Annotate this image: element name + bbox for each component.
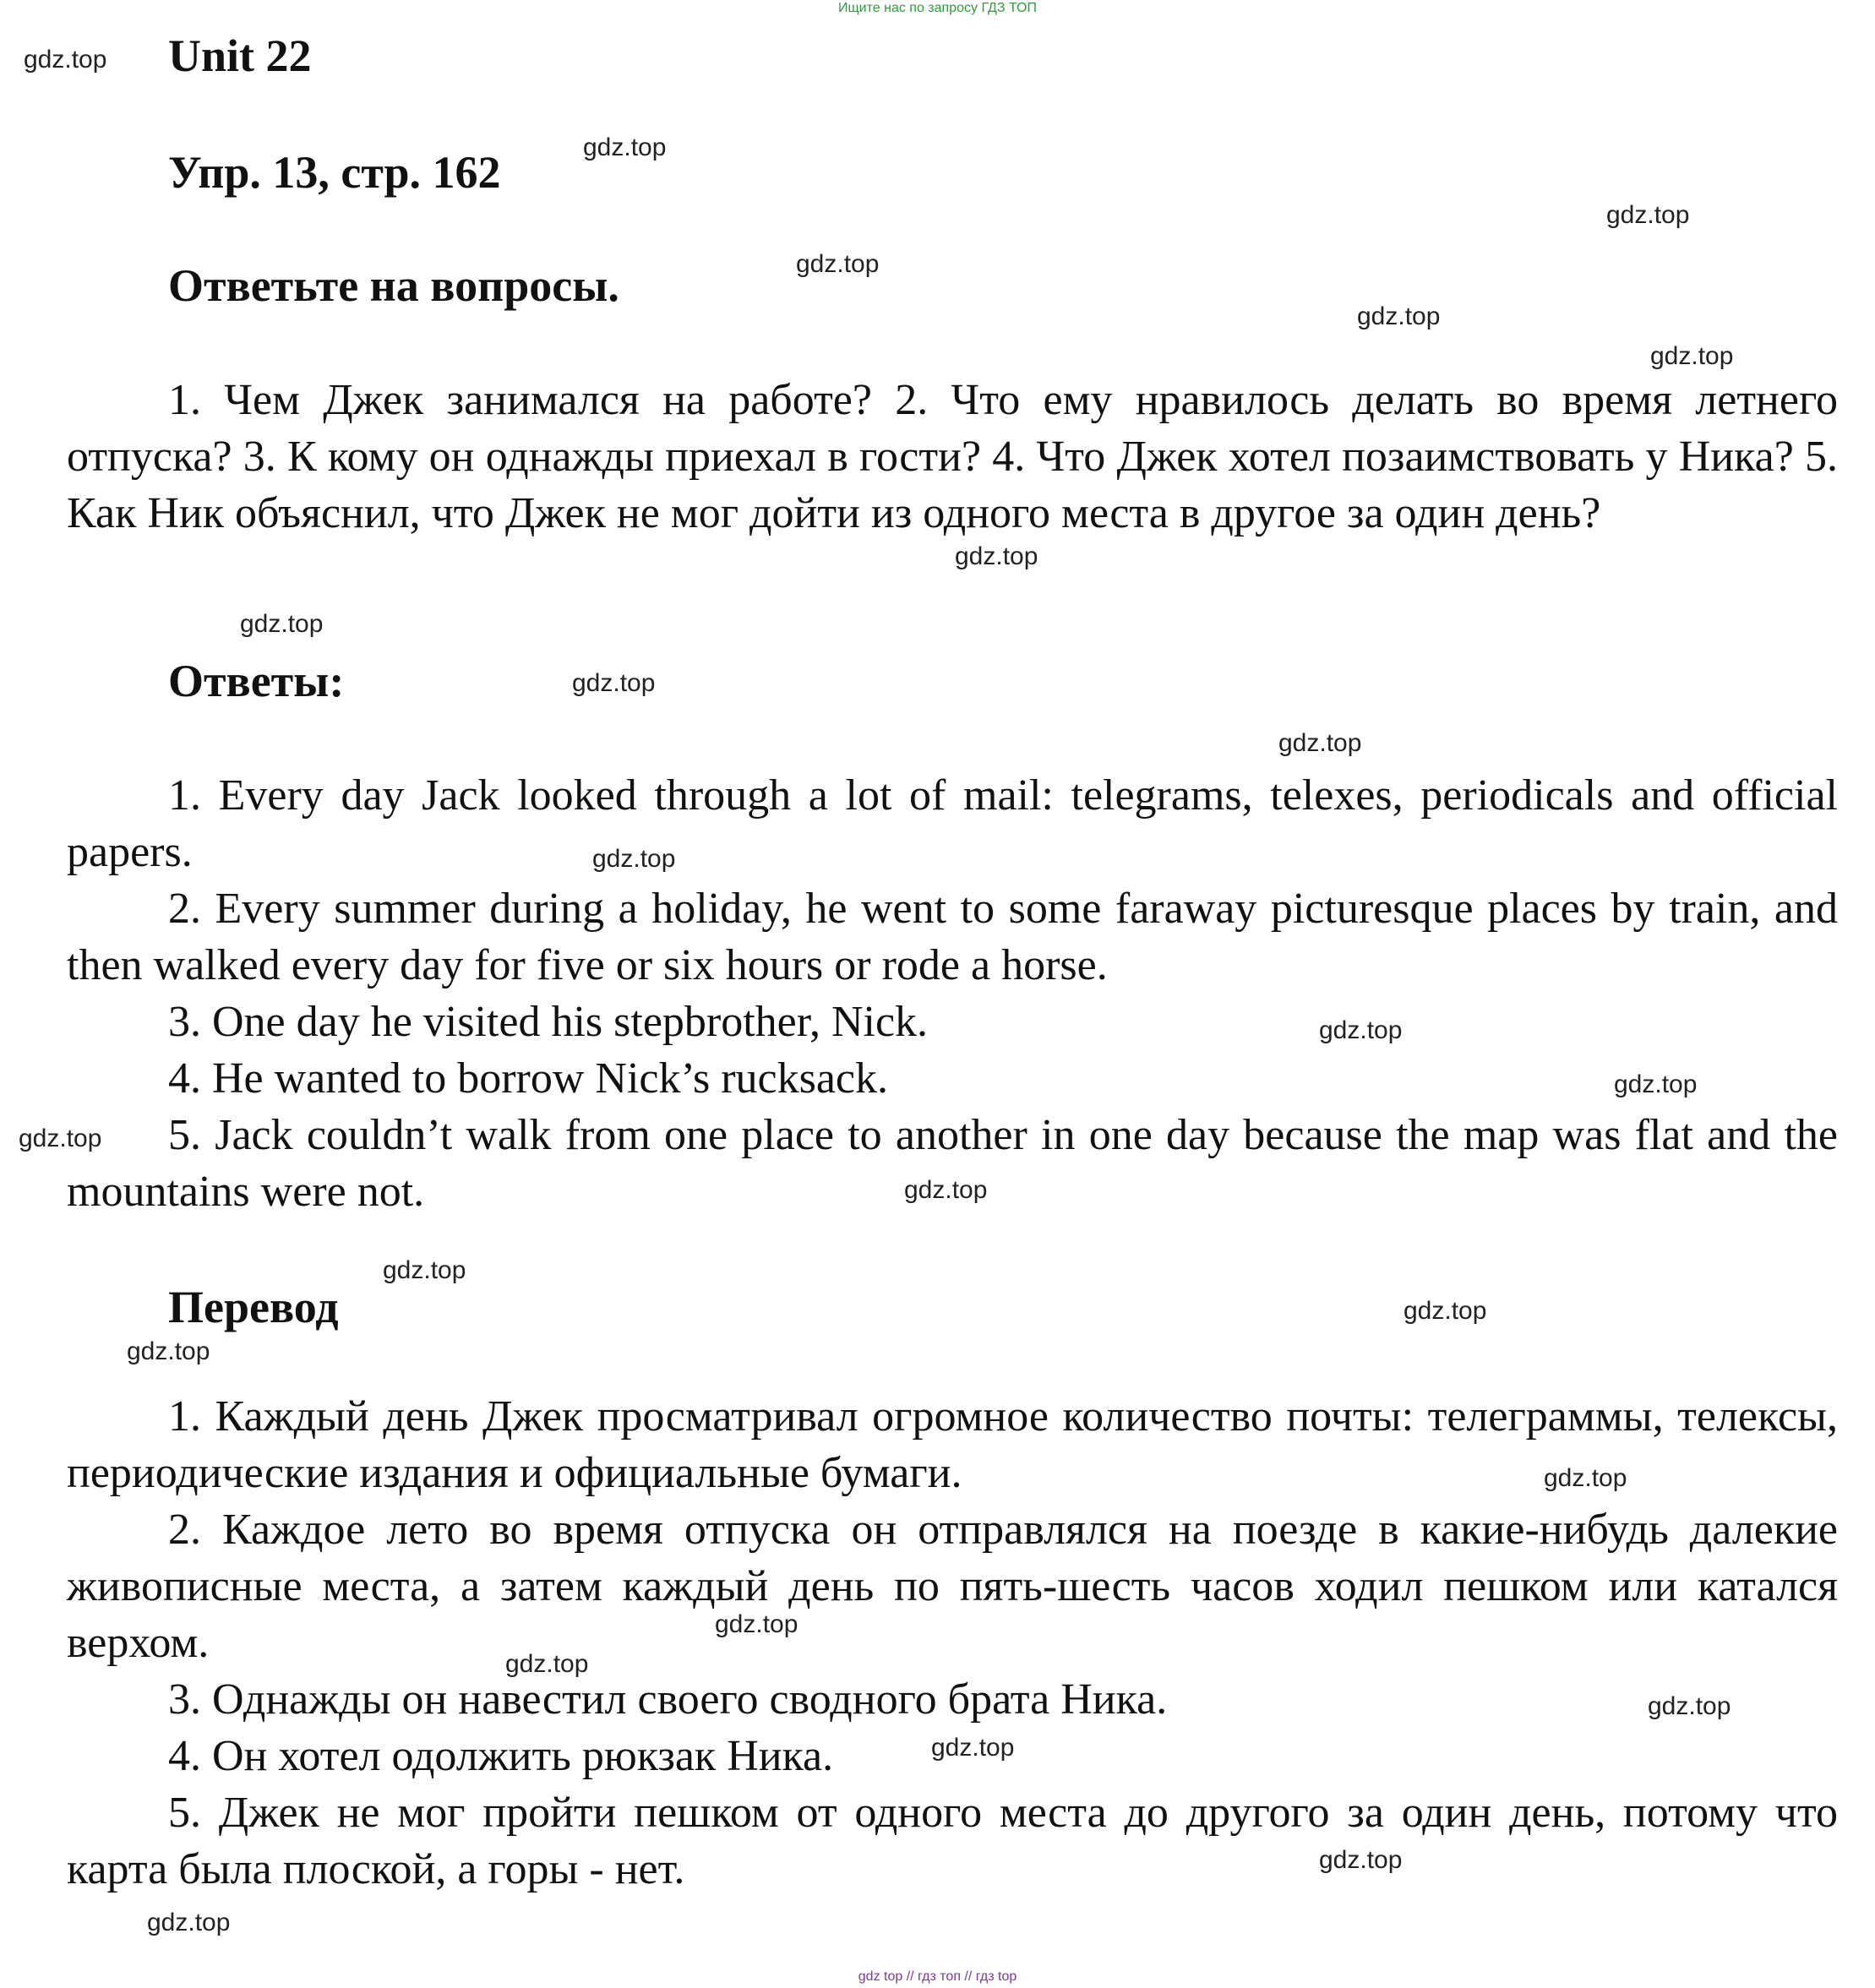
answer-item: 4. He wanted to borrow Nick’s rucksack.	[168, 1054, 888, 1103]
watermark: gdz.top	[796, 250, 880, 278]
watermark: gdz.top	[19, 1125, 102, 1152]
watermark: gdz.top	[1614, 1070, 1698, 1098]
watermark: gdz.top	[127, 1337, 210, 1365]
watermark: gdz.top	[572, 669, 656, 697]
watermark: gdz.top	[715, 1610, 799, 1638]
watermark: gdz.top	[931, 1734, 1015, 1762]
watermark: gdz.top	[1544, 1464, 1627, 1492]
watermark: gdz.top	[1606, 201, 1690, 229]
watermark: gdz.top	[505, 1650, 589, 1678]
watermark: gdz.top	[1648, 1692, 1731, 1720]
answers-list	[67, 767, 1838, 1220]
watermark: gdz.top	[1357, 302, 1441, 330]
watermark: gdz.top	[147, 1909, 231, 1936]
watermark: gdz.top	[1319, 1016, 1403, 1044]
task-heading: Ответьте на вопросы.	[168, 260, 619, 311]
translation-heading: Перевод	[168, 1282, 339, 1332]
watermark: gdz.top	[955, 542, 1038, 570]
unit-title: Unit 22	[168, 30, 312, 81]
watermark: gdz.top	[240, 610, 324, 638]
translation-item: 2. Каждое лето во время отпуска он отправлялся на поезде в какие-нибудь далекие живописные места, а затем каждый день по пять-шесть часов ходил пешком или катался верхом.	[67, 1506, 1838, 1667]
translation-item: 5. Джек не мог пройти пешком от одного места до другого за один день, потому что карта была плоской, а горы - нет.	[67, 1789, 1838, 1893]
watermark: gdz.top	[1319, 1846, 1403, 1874]
watermark: gdz.top	[1278, 729, 1362, 757]
answer-item: 2. Every summer during a holiday, he went to some faraway picturesque places by train, and then walked every day for five or six hours or rode a horse.	[67, 885, 1838, 989]
watermark: gdz.top	[24, 46, 107, 74]
watermark: gdz.top	[592, 845, 676, 873]
questions-paragraph: 1. Чем Джек занимался на работе? 2. Что ему нравилось делать во время летнего отпуска? 3. К кому он однажды приехал в гости? 4. Что Джек хотел позаимствовать у Ника? 5. Как Ник объяснил, что Джек не мог дойти из одного места в другое за один день?	[67, 376, 1838, 537]
watermark: gdz.top	[904, 1176, 988, 1204]
translation-item: 4. Он хотел одолжить рюкзак Ника.	[168, 1732, 834, 1780]
watermark: gdz.top	[1404, 1297, 1487, 1325]
answer-item: 5. Jack couldn’t walk from one place to another in one day because the map was flat and the mountains were not.	[67, 1111, 1838, 1216]
footer-links: gdz top // гдз топ // гдз top	[858, 1969, 1017, 1984]
exercise-title: Упр. 13, стр. 162	[168, 147, 501, 198]
watermark: gdz.top	[583, 133, 667, 161]
translation-item: 1. Каждый день Джек просматривал огромное количество почты: телеграммы, телексы, периодические издания и официальные бумаги.	[67, 1392, 1838, 1497]
answer-item: 3. One day he visited his stepbrother, Nick.	[168, 998, 929, 1046]
questions-block	[67, 372, 1838, 542]
answers-heading: Ответы:	[168, 656, 345, 706]
watermark: gdz.top	[1650, 342, 1734, 370]
translation-item: 3. Однажды он навестил своего сводного брата Ника.	[168, 1675, 1168, 1724]
answer-item: 1. Every day Jack looked through a lot of mail: telegrams, telexes, periodicals and official papers.	[67, 771, 1838, 876]
top-banner: Ищите нас по запросу ГДЗ ТОП	[838, 1, 1037, 15]
watermark: gdz.top	[383, 1256, 466, 1284]
